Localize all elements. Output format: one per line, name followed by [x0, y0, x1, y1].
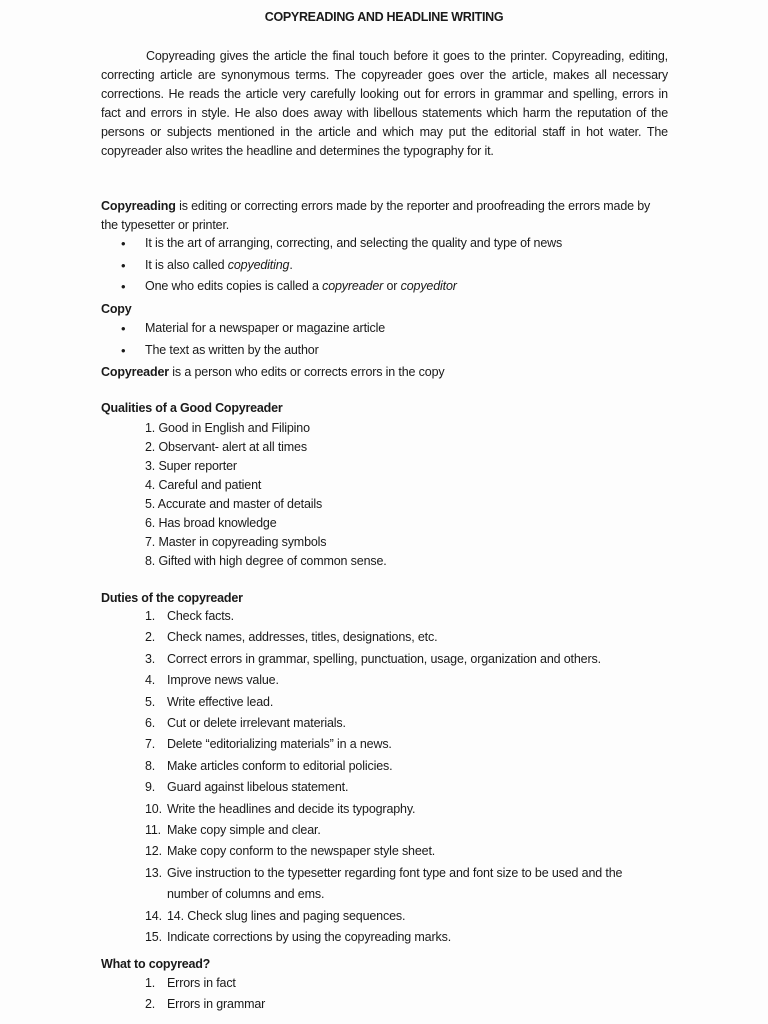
list-item: 8. Gifted with high degree of common sense.	[145, 554, 387, 568]
list-item: 5. Write effective lead.	[145, 694, 274, 709]
list-item: • It is the art of arranging, correcting, and selecting the quality and type of news	[101, 233, 661, 255]
copyreader-definition	[101, 363, 661, 382]
qualities-list	[145, 419, 665, 571]
bullet-icon: •	[121, 321, 126, 336]
list-item: 8. Make articles conform to editorial policies.	[145, 758, 393, 773]
list-item: 14. 14. Check slug lines and paging sequences.	[145, 908, 406, 923]
list-item: • One who edits copies is called a copyreader or copyeditor	[101, 276, 661, 298]
list-item: 1. Errors in fact	[145, 976, 236, 990]
duties-list	[145, 606, 665, 949]
what-to-copyread-list	[145, 973, 665, 1016]
list-item: • The text as written by the author	[101, 340, 661, 362]
qualities-heading: Qualities of a Good Copyreader	[101, 401, 283, 415]
list-item: 3. Correct errors in grammar, spelling, punctuation, usage, organization and others.	[145, 651, 601, 666]
list-item: 6. Has broad knowledge	[145, 516, 277, 530]
copyreading-term: Copyreading	[101, 199, 176, 213]
list-item: 11. Make copy simple and clear.	[145, 823, 321, 838]
copyreader-definition-text: is a person who edits or corrects errors in the copy	[168, 365, 445, 379]
list-item: 7. Master in copyreading symbols	[145, 535, 327, 549]
bullet-icon: •	[121, 279, 126, 294]
copyreading-bullet-list	[101, 233, 661, 298]
copy-heading: Copy	[101, 302, 132, 316]
list-item: 15. Indicate corrections by using the copyreading marks.	[145, 930, 452, 945]
list-item: 5. Accurate and master of details	[145, 497, 323, 511]
list-item: 9. Guard against libelous statement.	[145, 780, 349, 795]
list-item: 4. Improve news value.	[145, 673, 279, 688]
list-item: 13. Give instruction to the typesetter regarding font type and font size to be used and the number of columns and ems.	[145, 865, 623, 902]
what-to-copyread-heading: What to copyread?	[101, 957, 211, 971]
page-title: COPYREADING AND HEADLINE WRITING	[264, 10, 504, 24]
copyreader-term: Copyreader	[101, 365, 169, 379]
list-item: 3. Super reporter	[145, 459, 237, 473]
list-item: 1. Check facts.	[145, 609, 234, 623]
bullet-icon: •	[121, 257, 126, 273]
list-item: 2. Check names, addresses, titles, designations, etc.	[145, 630, 438, 645]
list-item: 7. Delete “editorializing materials” in a news.	[145, 737, 392, 752]
list-item: 1. Good in English and Filipino	[145, 421, 310, 435]
bullet-icon: •	[121, 342, 126, 358]
list-item: • It is also called copyediting.	[101, 255, 661, 277]
list-item: 2. Observant- alert at all times	[145, 440, 307, 454]
list-item: 4. Careful and patient	[145, 478, 262, 492]
duties-heading: Duties of the copyreader	[101, 591, 243, 605]
list-item: 2. Errors in grammar	[145, 997, 266, 1012]
list-item: 6. Cut or delete irrelevant materials.	[145, 716, 346, 731]
list-item: 10. Write the headlines and decide its typography.	[145, 801, 416, 816]
list-item: • Material for a newspaper or magazine article	[101, 318, 661, 340]
list-item: 12. Make copy conform to the newspaper style sheet.	[145, 844, 436, 859]
copy-bullet-list	[101, 318, 661, 361]
copyreading-definition	[101, 197, 661, 235]
intro-paragraph: Copyreading gives the article the final touch before it goes to the printer. Copyreading, editing, correcting article are synonymous terms. The copyreader goes over the article, makes all necessary corrections. He reads the article very carefully looking out for errors in grammar and spelling, errors in fact and errors in style. He also does away with libellous statements which harm the reputation of the persons or subjects mentioned in the article and which may put the editorial staff in hot water. The copyreader also writes the headline and determines the typography for it.	[101, 49, 668, 158]
bullet-icon: •	[121, 236, 126, 251]
copyreading-definition-text: is editing or correcting errors made by the reporter and proofreading the errors made by the typesetter or printer.	[101, 199, 651, 232]
